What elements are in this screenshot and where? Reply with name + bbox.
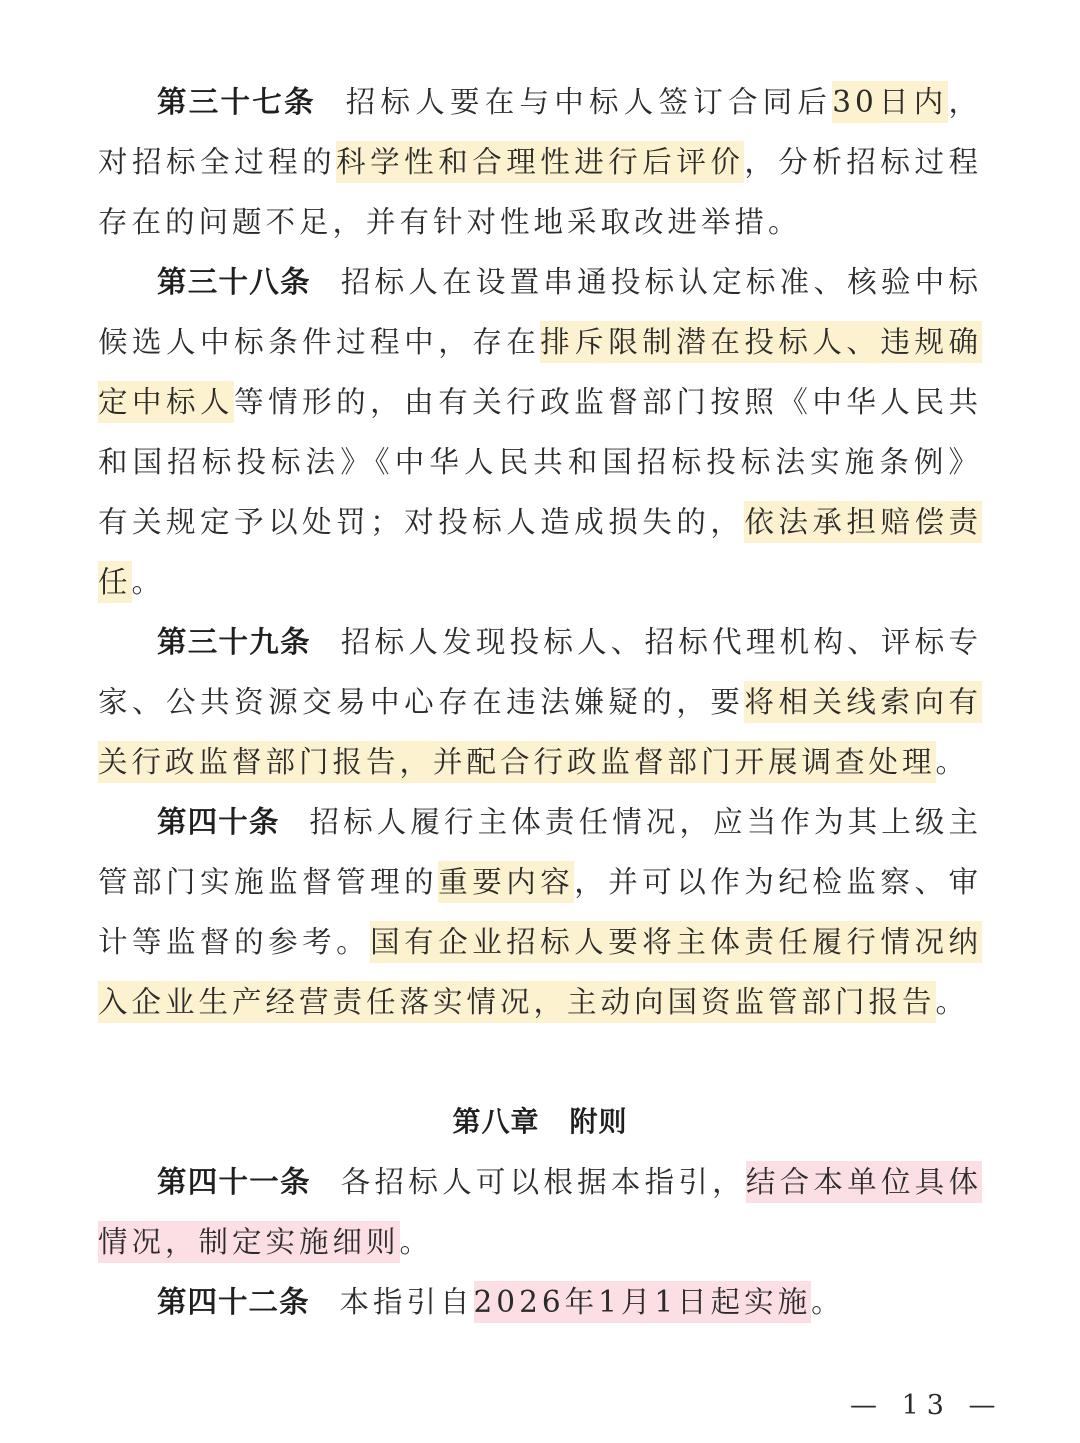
- text-segment: 。: [935, 985, 970, 1019]
- article-title: 第三十七条: [157, 85, 316, 119]
- text-segment: 本指引自: [339, 1285, 474, 1319]
- article-title: 第三十九条: [157, 625, 311, 659]
- highlighted-text: 2026年1月1日起实施: [474, 1281, 812, 1323]
- document-page: [98, 72, 982, 1332]
- text-segment: ，对招标全过程的: [98, 85, 982, 179]
- text-segment: 等情形的，由有关行政监督部门按照《中华人民共和国招标投标法》《中华人民共和国招标投标法实施条例》有关规定予以处罚；对投标人造成损失的，: [98, 385, 982, 539]
- article-42: [98, 1272, 982, 1332]
- highlighted-text: 结合本单位具体情况，制定实施细则: [98, 1161, 982, 1263]
- article-title: 第四十二条: [157, 1285, 310, 1319]
- text-segment: 招标人在设置串通投标认定标准、核验中标候选人中标条件过程中，存在: [98, 265, 982, 359]
- article-38: [98, 252, 982, 612]
- text-segment: ，分析招标过程存在的问题不足，并有针对性地采取改进举措。: [98, 145, 982, 239]
- text-segment: 招标人要在与中标人签订合同后: [345, 85, 833, 119]
- article-41: [98, 1152, 982, 1272]
- chapter-name: 附则: [569, 1105, 628, 1138]
- highlighted-text: 排斥限制潜在投标人、违规确定中标人: [98, 321, 982, 423]
- highlighted-text: 国有企业招标人要将主体责任履行情况纳入企业生产经营责任落实情况，主动向国资监管部门报告: [98, 921, 982, 1023]
- highlighted-text: 重要内容: [438, 861, 574, 903]
- highlighted-text: 将相关线索向有关行政监督部门报告，并配合行政监督部门开展调查处理: [98, 681, 982, 783]
- article-title: 第四十条: [157, 805, 280, 839]
- text-segment: 。: [811, 1285, 845, 1319]
- page-number: — 13 —: [850, 1390, 1004, 1421]
- text-segment: 各招标人可以根据本指引，: [340, 1165, 746, 1199]
- text-segment: 。: [131, 565, 166, 599]
- article-37: [98, 72, 982, 252]
- text-segment: 招标人履行主体责任情况，应当作为其上级主管部门实施监督管理的: [98, 805, 982, 899]
- text-segment: ，并可以作为纪检监察、审计等监督的参考。: [98, 865, 982, 959]
- highlighted-text: 科学性和合理性进行后评价: [336, 141, 744, 183]
- article-39: [98, 612, 982, 792]
- article-title: 第四十一条: [157, 1165, 311, 1199]
- text-segment: 招标人发现投标人、招标代理机构、评标专家、公共资源交易中心存在违法嫌疑的，要: [98, 625, 982, 719]
- text-segment: 。: [399, 1225, 434, 1259]
- article-title: 第三十八条: [157, 265, 311, 299]
- chapter-number: 第八章: [452, 1105, 540, 1138]
- chapter-heading: [98, 1092, 982, 1152]
- text-segment: 。: [935, 745, 970, 779]
- article-40: [98, 792, 982, 1032]
- highlighted-text: 30日内: [832, 81, 948, 123]
- highlighted-text: 依法承担赔偿责任: [98, 501, 982, 603]
